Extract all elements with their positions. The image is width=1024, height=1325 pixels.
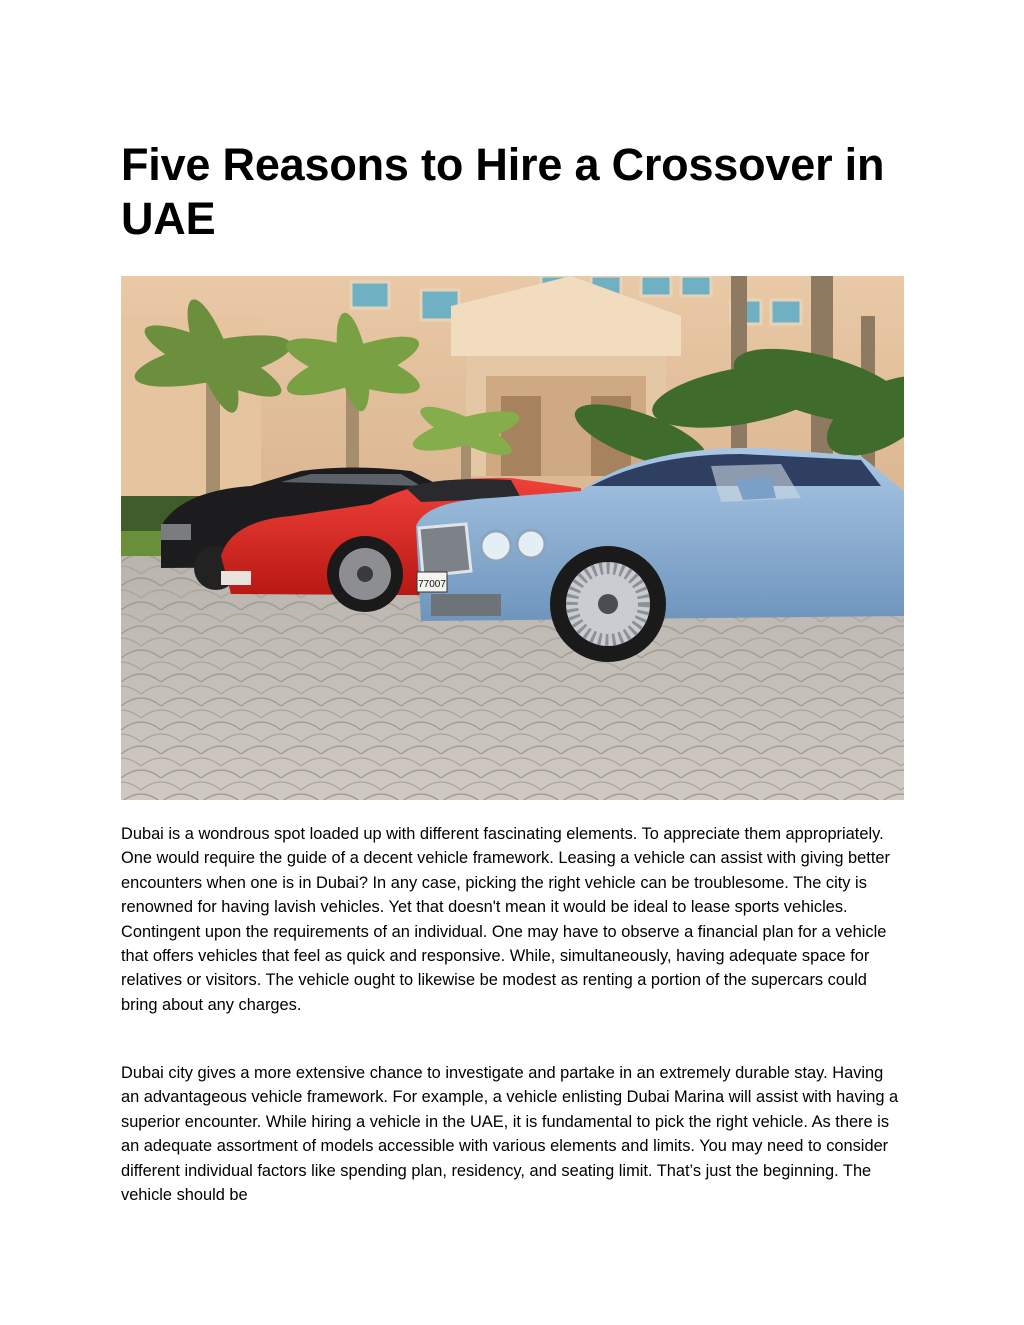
paragraph-2: Dubai city gives a more extensive chance to investigate and partake in an extremely durable stay. Having an advantageous vehicle framework. For example, a vehicle enlisting Dubai Marina will assist with having a superior encounter. While hiring a vehicle in the UAE, it is fundamental to pick the right vehicle. As there is an adequate assortment of models accessible with various elements and limits. You may need to consider different individual factors like spending plan, residency, and seating limit. That’s just the beginning. The vehicle should be [121,1064,899,1205]
document-title: Five Reasons to Hire a Crossover in UAE [121,139,885,244]
cars-parked-dubai-icon [121,276,904,800]
paragraph-1: Dubai is a wondrous spot loaded up with different fascinating elements. To appreciate them appropriately. One would require the guide of a decent vehicle framework. Leasing a vehicle can assist with giving better encounters when one is in Dubai? In any case, picking the right vehicle can be troublesome. The city is renowned for having lavish vehicles. Yet that doesn't mean it would be ideal to lease sports vehicles. Contingent upon the requirements of an individual. One may have to observe a financial plan for a vehicle that offers vehicles that feel as quick and responsive. While, simultaneously, having adequate space for relatives or visitors. The vehicle ought to likewise be modest as renting a portion of the supercars could bring about any charges. [121,825,890,1014]
license-plate: 77007 [418,579,446,590]
cars-photo [121,276,904,800]
